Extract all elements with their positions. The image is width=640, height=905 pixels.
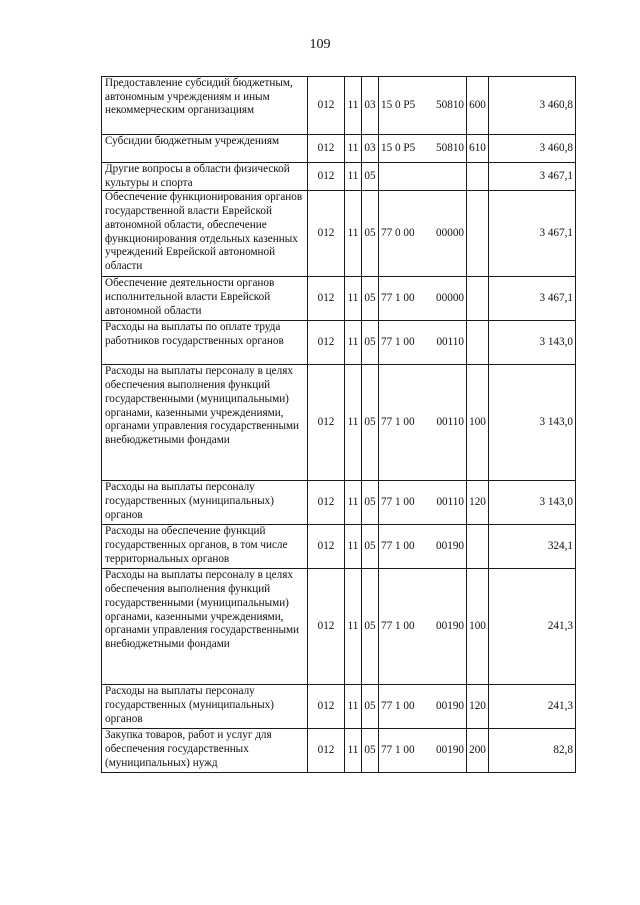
target-article-cell xyxy=(379,163,467,191)
expense-type-cell xyxy=(467,163,489,191)
direction-code: 00110 xyxy=(436,336,464,349)
expense-name-cell xyxy=(102,685,308,729)
expense-name: Расходы на выплаты персоналу в целях обеспечения выполнения функций государственными (муниципальными) органами, казенными учреждениями, органами управления государственными внебюджетными фондами xyxy=(105,569,300,650)
vedom-code: 012 xyxy=(317,540,335,553)
program-code: 77 1 00 xyxy=(381,744,415,757)
podrazdel-cell xyxy=(362,277,379,321)
program-code: 77 1 00 xyxy=(381,416,415,429)
expense-name: Субсидии бюджетным учреждениям xyxy=(105,135,280,147)
program-code: 77 1 00 xyxy=(381,700,415,713)
direction-code: 50810 xyxy=(436,98,464,111)
expense-type-cell xyxy=(467,569,489,685)
razdel-cell xyxy=(345,569,362,685)
razdel-code: 11 xyxy=(347,496,359,509)
podrazdel-code: 03 xyxy=(364,98,376,111)
podrazdel-cell xyxy=(362,191,379,277)
razdel-cell xyxy=(345,525,362,569)
amount-value: 3 143,0 xyxy=(539,416,573,429)
vedom-code: 012 xyxy=(317,744,335,757)
razdel-cell xyxy=(345,277,362,321)
program-code: 77 1 00 xyxy=(381,540,415,553)
amount-cell xyxy=(489,277,576,321)
expense-type-cell xyxy=(467,191,489,277)
expense-name-cell xyxy=(102,569,308,685)
direction-code: 00110 xyxy=(436,496,464,509)
expense-name: Закупка товаров, работ и услуг для обеспечения государственных (муниципальных) нужд xyxy=(105,729,272,769)
expense-type-cell xyxy=(467,277,489,321)
expense-name-cell xyxy=(102,163,308,191)
amount-cell xyxy=(489,77,576,135)
target-article-cell xyxy=(379,191,467,277)
amount-value: 241,3 xyxy=(547,620,573,633)
podrazdel-code: 05 xyxy=(364,744,376,757)
razdel-cell xyxy=(345,481,362,525)
podrazdel-cell xyxy=(362,77,379,135)
table-row xyxy=(102,135,576,163)
podrazdel-code: 05 xyxy=(364,700,376,713)
amount-value: 241,3 xyxy=(547,700,573,713)
podrazdel-code: 05 xyxy=(364,227,376,240)
razdel-cell xyxy=(345,685,362,729)
expense-type-cell xyxy=(467,365,489,481)
amount-value: 3 143,0 xyxy=(539,496,573,509)
razdel-cell xyxy=(345,365,362,481)
amount-cell xyxy=(489,525,576,569)
expense-type-code: 100 xyxy=(469,416,486,429)
direction-code: 00190 xyxy=(436,744,464,757)
podrazdel-code: 03 xyxy=(364,141,376,154)
podrazdel-cell xyxy=(362,525,379,569)
expense-type-cell xyxy=(467,77,489,135)
expense-type-cell xyxy=(467,685,489,729)
amount-cell xyxy=(489,135,576,163)
table-row xyxy=(102,321,576,365)
program-code: 77 1 00 xyxy=(381,496,415,509)
vedom-cell xyxy=(308,685,345,729)
expense-type-cell xyxy=(467,481,489,525)
podrazdel-code: 05 xyxy=(364,336,376,349)
expense-name: Расходы на обеспечение функций государственных органов, в том числе территориальных органов xyxy=(105,525,288,565)
expense-type-cell xyxy=(467,525,489,569)
podrazdel-code: 05 xyxy=(364,416,376,429)
budget-table-body xyxy=(102,77,576,773)
podrazdel-cell xyxy=(362,135,379,163)
amount-cell xyxy=(489,481,576,525)
budget-table xyxy=(101,76,576,773)
expense-type-cell xyxy=(467,729,489,773)
razdel-code: 11 xyxy=(347,540,359,553)
target-article-cell xyxy=(379,569,467,685)
razdel-code: 11 xyxy=(347,700,359,713)
podrazdel-code: 05 xyxy=(364,620,376,633)
razdel-code: 11 xyxy=(347,169,359,182)
expense-type-code: 600 xyxy=(469,98,486,111)
table-row xyxy=(102,277,576,321)
expense-name: Расходы на выплаты персоналу государственных (муниципальных) органов xyxy=(105,685,274,725)
target-article-cell xyxy=(379,135,467,163)
target-article-cell xyxy=(379,481,467,525)
vedom-code: 012 xyxy=(317,416,335,429)
podrazdel-cell xyxy=(362,729,379,773)
direction-code: 00190 xyxy=(436,700,464,713)
table-row xyxy=(102,77,576,135)
direction-code: 00000 xyxy=(436,292,464,305)
vedom-cell xyxy=(308,481,345,525)
expense-name-cell xyxy=(102,729,308,773)
page-number: 109 xyxy=(309,37,331,52)
vedom-code: 012 xyxy=(317,227,335,240)
razdel-cell xyxy=(345,321,362,365)
razdel-cell xyxy=(345,729,362,773)
vedom-cell xyxy=(308,321,345,365)
razdel-code: 11 xyxy=(347,744,359,757)
target-article-cell xyxy=(379,277,467,321)
vedom-code: 012 xyxy=(317,98,335,111)
amount-cell xyxy=(489,191,576,277)
program-code: 15 0 P5 xyxy=(381,141,416,154)
table-row xyxy=(102,191,576,277)
table-row xyxy=(102,365,576,481)
amount-cell xyxy=(489,365,576,481)
table-row xyxy=(102,685,576,729)
razdel-cell xyxy=(345,163,362,191)
target-article-cell xyxy=(379,321,467,365)
razdel-cell xyxy=(345,191,362,277)
amount-cell xyxy=(489,569,576,685)
expense-name: Расходы на выплаты по оплате труда работников государственных органов xyxy=(105,321,284,348)
podrazdel-cell xyxy=(362,163,379,191)
expense-name-cell xyxy=(102,191,308,277)
amount-value: 82,8 xyxy=(553,744,573,757)
vedom-code: 012 xyxy=(317,620,335,633)
razdel-code: 11 xyxy=(347,141,359,154)
target-article-cell xyxy=(379,685,467,729)
vedom-cell xyxy=(308,191,345,277)
program-code: 77 1 00 xyxy=(381,292,415,305)
table-row xyxy=(102,481,576,525)
expense-name-cell xyxy=(102,365,308,481)
target-article-cell xyxy=(379,525,467,569)
program-code: 77 1 00 xyxy=(381,620,415,633)
expense-name-cell xyxy=(102,481,308,525)
direction-code: 50810 xyxy=(436,141,464,154)
podrazdel-cell xyxy=(362,321,379,365)
vedom-cell xyxy=(308,569,345,685)
expense-type-code: 120 xyxy=(469,700,486,713)
table-row xyxy=(102,569,576,685)
razdel-code: 11 xyxy=(347,336,359,349)
podrazdel-code: 05 xyxy=(364,169,376,182)
target-article-cell xyxy=(379,77,467,135)
vedom-cell xyxy=(308,135,345,163)
vedom-cell xyxy=(308,77,345,135)
table-row xyxy=(102,729,576,773)
table-row xyxy=(102,163,576,191)
vedom-code: 012 xyxy=(317,496,335,509)
expense-name: Другие вопросы в области физической культуры и спорта xyxy=(105,163,290,189)
razdel-code: 11 xyxy=(347,98,359,111)
direction-code: 00000 xyxy=(436,227,464,240)
program-code: 15 0 P5 xyxy=(381,98,416,111)
expense-name-cell xyxy=(102,321,308,365)
podrazdel-cell xyxy=(362,365,379,481)
vedom-cell xyxy=(308,277,345,321)
vedom-code: 012 xyxy=(317,336,335,349)
direction-code: 00190 xyxy=(436,540,464,553)
amount-cell xyxy=(489,321,576,365)
expense-name-cell xyxy=(102,135,308,163)
expense-type-cell xyxy=(467,321,489,365)
amount-cell xyxy=(489,163,576,191)
vedom-cell xyxy=(308,163,345,191)
amount-value: 3 467,1 xyxy=(539,227,573,240)
vedom-code: 012 xyxy=(317,292,335,305)
vedom-code: 012 xyxy=(317,169,335,182)
amount-value: 3 143,0 xyxy=(539,336,573,349)
expense-name-cell xyxy=(102,525,308,569)
expense-type-code: 200 xyxy=(469,744,486,757)
podrazdel-code: 05 xyxy=(364,540,376,553)
razdel-code: 11 xyxy=(347,292,359,305)
razdel-code: 11 xyxy=(347,620,359,633)
expense-type-code: 100 xyxy=(469,620,486,633)
program-code: 77 1 00 xyxy=(381,336,415,349)
expense-name: Обеспечение функционирования органов государственной власти Еврейской автономной области, обеспечение функционирования отдельных казенных учреждений Еврейской автономной области xyxy=(105,191,303,272)
razdel-code: 11 xyxy=(347,227,359,240)
expense-type-code: 120 xyxy=(469,496,486,509)
expense-name-cell xyxy=(102,77,308,135)
expense-name-cell xyxy=(102,277,308,321)
razdel-code: 11 xyxy=(347,416,359,429)
target-article-cell xyxy=(379,729,467,773)
program-code: 77 0 00 xyxy=(381,227,415,240)
razdel-cell xyxy=(345,77,362,135)
amount-cell xyxy=(489,729,576,773)
vedom-cell xyxy=(308,365,345,481)
vedom-code: 012 xyxy=(317,141,335,154)
podrazdel-cell xyxy=(362,569,379,685)
podrazdel-code: 05 xyxy=(364,292,376,305)
amount-value: 3 460,8 xyxy=(539,141,573,154)
amount-cell xyxy=(489,685,576,729)
podrazdel-code: 05 xyxy=(364,496,376,509)
table-row xyxy=(102,525,576,569)
vedom-cell xyxy=(308,525,345,569)
target-article-cell xyxy=(379,365,467,481)
vedom-code: 012 xyxy=(317,700,335,713)
expense-name: Предоставление субсидий бюджетным, автономным учреждениям и иным некоммерческим организациям xyxy=(105,77,293,117)
expense-name: Расходы на выплаты персоналу государственных (муниципальных) органов xyxy=(105,481,274,521)
expense-type-cell xyxy=(467,135,489,163)
expense-type-code: 610 xyxy=(469,141,486,154)
direction-code: 00190 xyxy=(436,620,464,633)
amount-value: 3 460,8 xyxy=(539,98,573,111)
amount-value: 324,1 xyxy=(547,540,573,553)
amount-value: 3 467,1 xyxy=(539,169,573,182)
razdel-cell xyxy=(345,135,362,163)
vedom-cell xyxy=(308,729,345,773)
expense-name: Расходы на выплаты персоналу в целях обеспечения выполнения функций государственными (муниципальными) органами, казенными учреждениями, органами управления государственными внебюджетными фондами xyxy=(105,365,300,446)
podrazdel-cell xyxy=(362,685,379,729)
amount-value: 3 467,1 xyxy=(539,292,573,305)
direction-code: 00110 xyxy=(436,416,464,429)
podrazdel-cell xyxy=(362,481,379,525)
expense-name: Обеспечение деятельности органов исполнительной власти Еврейской автономной области xyxy=(105,277,275,317)
